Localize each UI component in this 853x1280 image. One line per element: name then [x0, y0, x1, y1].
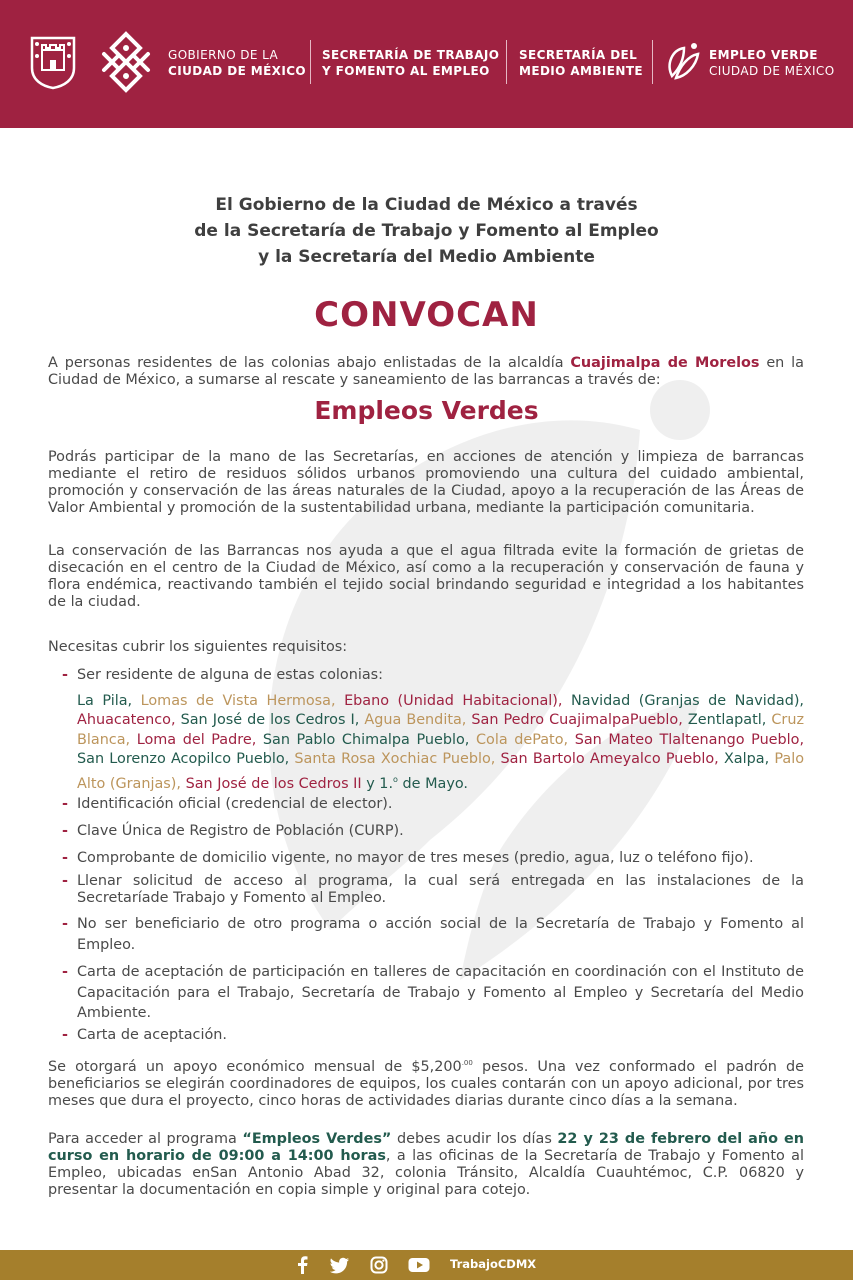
requirement-item: - Llenar solicitud de acceso al programa, la cual será entregada en las instalaciones de la Secretaríade Trabajo y Fomento al Empleo.: [62, 873, 804, 906]
org-gobierno-cdmx: GOBIERNO DE LA CIUDAD DE MÉXICO: [168, 48, 307, 78]
bullet-dash-icon: -: [62, 1027, 68, 1043]
cdmx-glyph-logo-icon: [96, 30, 156, 94]
requirement-item: - Carta de aceptación.: [62, 1027, 227, 1043]
header-divider: [652, 40, 653, 84]
org-empleo-verde: EMPLEO VERDE CIUDAD DE MÉXICO: [709, 48, 835, 78]
requirement-item: - Ser residente de alguna de estas colonias:: [62, 667, 384, 683]
bullet-dash-icon: -: [62, 796, 68, 812]
requirements-intro: Necesitas cubrir los siguientes requisitos:: [48, 639, 348, 655]
support-paragraph: Se otorgará un apoyo económico mensual de $\$5,200^{.00}$ pesos. Una vez conformado el padrón de beneficiarios se elegirán coordinadores de equipos, los cuales contarán con un apoyo adicional, por tres meses que dura el proyecto, cinco horas de actividades diarias durante cinco días a la semana.: [48, 1058, 804, 1109]
intro-heading: El Gobierno de la Ciudad de México a través de la Secretaría de Trabajo y Fomento al Empleo y la Secretaría del Medio Ambiente: [194, 195, 659, 267]
instagram-icon[interactable]: [370, 1256, 388, 1274]
page-title: CONVOCAN: [314, 295, 539, 335]
header-divider: [506, 40, 507, 84]
description-paragraph-2: La conservación de las Barrancas nos ayuda a que el agua filtrada evite la formación de grietas de disecación en el centro de la Ciudad de México, así como a la recuperación y conservación de fauna y flora endémica, reactivando también el tejido social brindando seguridad e integridad a los habitantes de la ciudad.: [48, 543, 804, 610]
youtube-icon[interactable]: [408, 1256, 430, 1274]
requirement-item: - No ser beneficiario de otro programa o acción social de la Secretaría de Trabajo y Fomento al Empleo.: [62, 916, 804, 953]
facebook-icon[interactable]: [296, 1256, 308, 1274]
program-subtitle: Empleos Verdes: [314, 396, 539, 425]
social-handle[interactable]: TrabajoCDMX: [450, 1257, 537, 1271]
org-secretaria-medio-ambiente: SECRETARÍA DEL MEDIO AMBIENTE: [519, 48, 644, 78]
bullet-dash-icon: -: [62, 823, 68, 839]
colonias-list: La Pila, Lomas de Vista Hermosa, Ebano (Unidad Habitacional), Navidad (Granjas de Navidad), Ahuacatenco, San José de los Cedros I, Agua Bendita, San Pedro CuajimalpaPueblo, Zentlapatl, Cruz Blanca, Loma del Padre, San Pablo Chimalpa Pueblo, Cola dePato, San Mateo Tlaltenango Pueblo, San Lorenzo Acopilco Pueblo, Santa Rosa Xochiac Pueblo, San Bartolo Ameyalco Pueblo, Xalpa, Palo Alto (Granjas), San José de los Cedros II y 1.$^o$ de Mayo.: [77, 693, 805, 792]
bullet-dash-icon: -: [62, 667, 68, 683]
access-paragraph: Para acceder al programa “Empleos Verdes” debes acudir los días 22 y 23 de febrero del año en curso en horario de 09:00 a 14:00 horas, a las oficinas de la Secretaría de Trabajo y Fomento al Empleo, ubicadas enSan Antonio Abad 32, colonia Tránsito, Alcaldía Cuauhtémoc, C.P. 06820 y presentar la documentación en copia simple y original para cotejo.: [48, 1131, 805, 1198]
twitter-icon[interactable]: [330, 1256, 350, 1274]
description-paragraph-1: Podrás participar de la mano de las Secretarías, en acciones de atención y limpieza de barrancas mediante el retiro de residuos sólidos urbanos promoviendo una cultura del cuidado ambiental, promoción y conservación de las áreas naturales de la Ciudad, apoyo a la recuperación de las Áreas de Valor Ambiental y promoción de la sustentabilidad urbana, mediante la participación comunitaria.: [48, 449, 804, 516]
cdmx-shield-logo-icon: [28, 34, 78, 90]
requirement-item: - Comprobante de domicilio vigente, no mayor de tres meses (predio, agua, luz o teléfono fijo).: [62, 850, 754, 866]
requirement-item: - Identificación oficial (credencial de elector).: [62, 796, 393, 812]
empleo-verde-leaf-icon: [664, 40, 704, 84]
bullet-dash-icon: -: [62, 850, 68, 866]
header-divider: [310, 40, 311, 84]
requirement-item: - Clave Única de Registro de Población (CURP).: [62, 823, 404, 839]
bullet-dash-icon: -: [62, 964, 68, 980]
header-banner: [0, 0, 853, 128]
call-paragraph: A personas residentes de las colonias abajo enlistadas de la alcaldía Cuajimalpa de Morelos en la Ciudad de México, a sumarse al rescate y saneamiento de las barrancas a través de:: [48, 355, 804, 388]
requirement-item: - Carta de aceptación de participación en talleres de capacitación en coordinación con el Instituto de Capacitación para el Trabajo, Secretaría de Trabajo y Fomento al Empleo y Secretaría del Medio Ambiente.: [62, 964, 804, 1021]
bullet-dash-icon: -: [62, 873, 68, 889]
bullet-dash-icon: -: [62, 916, 68, 932]
org-secretaria-trabajo: SECRETARÍA DE TRABAJO Y FOMENTO AL EMPLEO: [322, 48, 500, 78]
